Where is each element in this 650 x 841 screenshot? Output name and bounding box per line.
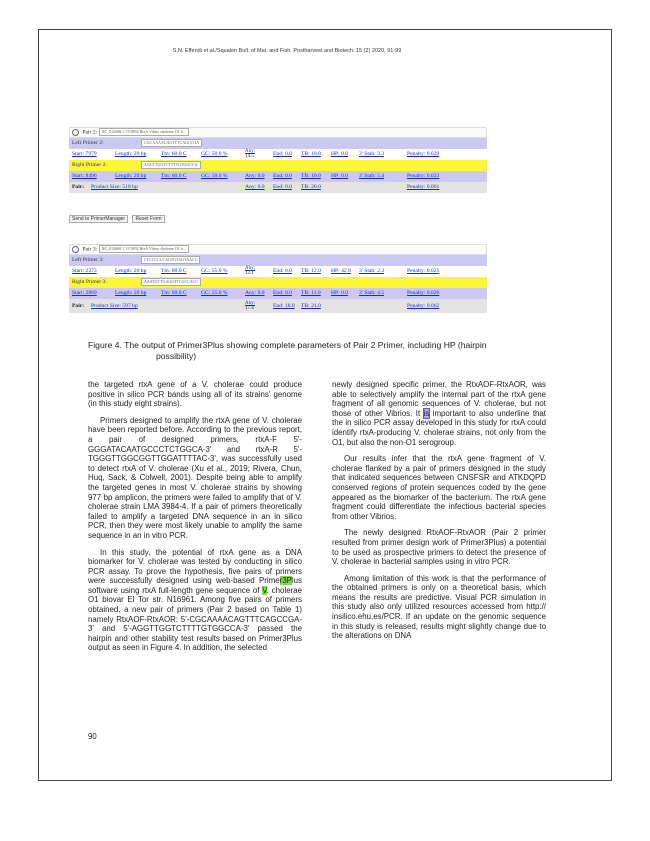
penalty-link[interactable]: Penalty: 0.039 — [407, 151, 440, 157]
tb-link[interactable]: TB: 21.0 — [301, 303, 321, 309]
tm-link[interactable]: Tm: 60.0 C — [161, 173, 187, 179]
gc-link[interactable]: GC: 50.0 % — [201, 173, 228, 179]
radio-icon[interactable] — [72, 246, 79, 253]
tb-link[interactable]: TB: 12.0 — [301, 268, 321, 274]
penalty-link[interactable]: Penalty: 0.026 — [407, 290, 440, 296]
page-number: 90 — [88, 732, 97, 741]
end-link[interactable]: End: 0.0 — [273, 268, 292, 274]
tm-link[interactable]: Tm: 60.0 C — [161, 151, 187, 157]
any-link[interactable]: Any: 0.0 — [245, 173, 265, 179]
gc-link[interactable]: GC: 50.0 % — [201, 151, 228, 157]
right-primer-stats — [69, 288, 487, 299]
pair-3-sequence-name: NC_012668.1 VC0832 RtxA Vibrio cholerae O1 b... — [99, 245, 189, 253]
form-buttons — [69, 215, 168, 223]
paragraph: Primers designed to amplify the rtxA gene of V. cholerae have been reported before. According to the previous report, a pair of designed primers, rtxA-F 5'-GGGATACAATGCCCTCTGGCA-3' and rtxA-R 5'-TGGGTTGGCGGTTGGATTTTAC-3', was successfully used to detect rtxA of V. cholerae (Xu et al., 2019; Rivera, Chun, Huq, Sack, & Colwell, 2001). Despite being able to amplify the targeted genes in most V. cholerae strains by showing 977 bp amplicon, the primers were failed to amplify that of V. cholerae strain LMA 3984-4. If a pair of primers theoretically failed to amplify a targeted DNA sequence in an in silico PCR, then they were most likely unable to amplify the same sequence in an in vitro PCR. — [88, 415, 302, 540]
end-link[interactable]: End: 0.0 — [273, 151, 292, 157]
end-link[interactable]: End: 0.0 — [273, 173, 292, 179]
end-link[interactable]: End: 0.0 — [273, 184, 292, 190]
start-link[interactable]: Start: 2869 — [72, 290, 97, 296]
left-primer-sequence[interactable]: CGCAAAACAGTTTCAGCCGA — [141, 139, 202, 147]
figure-caption — [88, 340, 568, 362]
left-primer-row — [69, 255, 487, 266]
hp-link[interactable]: HP: 0.0 — [331, 290, 349, 296]
left-primer-row — [69, 138, 487, 149]
reset-form-button[interactable]: Reset Form — [132, 215, 164, 223]
hp-link[interactable]: HP: 42.8 — [331, 268, 351, 274]
left-primer-stats — [69, 149, 487, 160]
end-link[interactable]: End: 18.8 — [273, 303, 295, 309]
tb-link[interactable]: TB: 10.0 — [301, 173, 321, 179]
stab-link[interactable]: 3' Stab: 3.3 — [359, 151, 385, 157]
paragraph — [88, 548, 302, 654]
pair-summary-label: Pair: — [72, 184, 85, 190]
text-column-left — [88, 380, 302, 660]
hp-link[interactable]: HP: 0.0 — [331, 173, 349, 179]
end-link[interactable]: End: 0.0 — [273, 290, 292, 296]
length-link[interactable]: Length: 20 bp — [115, 151, 147, 157]
paragraph: the targeted rtxA gene of a V. cholerae could produce positive in silico PCR bands using all of its strains' genome (in this study eight strains). — [88, 380, 302, 409]
right-primer-sequence[interactable]: AGGTTGGTCTTTTGTGGCCA — [141, 161, 201, 169]
stab-link[interactable]: 3' Stab: 4.5 — [359, 290, 385, 296]
text-run: important to also underline that the in silico PCR assay developed in this study for rtxA could identify rtxA-producing V. cholerae strains, not only from the O1, but also the non-O1 serogroup. — [332, 408, 546, 447]
pair-summary-row — [69, 299, 487, 313]
highlight-purple: is — [423, 408, 430, 418]
stab-link[interactable]: 3' Stab: 5.4 — [359, 173, 385, 179]
penalty-link[interactable]: Penalty: 0.062 — [407, 303, 440, 309]
text-run: newly designed specific primer, the RtxAOF-RtxAOR, was able to selectively amplify the internal part of the rtxA gene fragment of all genomic sequences of V. cholerae, but not those of other Vibrios. It — [332, 380, 546, 418]
penalty-link[interactable]: Penalty: 0.023 — [407, 173, 440, 179]
left-primer-label: Left Primer 2: — [72, 140, 104, 146]
right-primer-stats — [69, 171, 487, 182]
length-link[interactable]: Length: 20 bp — [115, 173, 147, 179]
stab-link[interactable]: 3' Stab: 2.3 — [359, 268, 385, 274]
pair-3-block — [69, 244, 487, 313]
right-primer-row — [69, 160, 487, 171]
gc-link[interactable]: GC: 55.0 % — [201, 268, 228, 274]
start-link[interactable]: Start: 8496 — [72, 173, 97, 179]
highlight-green: V — [262, 585, 267, 595]
right-primer-label: Right Primer 2: — [72, 162, 107, 168]
any-link[interactable]: Any: — [245, 300, 255, 306]
any-value: 17.4 — [245, 305, 254, 311]
any-value: 14.5 — [245, 154, 254, 159]
penalty-link[interactable]: Penalty: 0.061 — [407, 184, 440, 190]
pair-label: Pair 3: — [82, 246, 98, 253]
tb-link[interactable]: TB: 10.0 — [301, 151, 321, 157]
any-link[interactable]: Any: 0.0 — [245, 184, 265, 190]
tb-link[interactable]: TB: 20.0 — [301, 184, 321, 190]
right-primer-sequence[interactable]: AAATGTTGAGGTTCGCCACC — [141, 278, 201, 286]
tm-link[interactable]: Tm: 60.0 C — [161, 290, 187, 296]
any-link[interactable]: Any: 0.0 — [245, 290, 265, 296]
text-run: In this study, the potential of rtxA gene as a DNA biomarker for V. cholerae was tested by conducting in silico PCR assay. To prove the hypothesis, five pairs of primers were successfully designed using web-based Prime — [88, 547, 302, 586]
pair-2-sequence-name: NC_012668.1 VC0832 RtxA Vibrio cholerae O1 b... — [99, 128, 189, 136]
tm-link[interactable]: Tm: 60.0 C — [161, 268, 187, 274]
length-link[interactable]: Length: 20 bp — [115, 290, 147, 296]
gc-link[interactable]: GC: 55.0 % — [201, 290, 228, 296]
paragraph: Our results infer that the rtxA gene fragment of V. cholerae flanked by a pair of primers designed in the study that indicated sequences between CNSFSR and ATKDQPD conserved regions of protein sequences coded by the gene appeared as the biomarker of the bacterium. The rtxA gene fragment could differentiate the infectious bacterial species from other Vibrios. — [332, 454, 546, 521]
left-primer-stats — [69, 266, 487, 277]
pair-3-header[interactable] — [69, 244, 487, 255]
text-column-right — [332, 380, 546, 648]
paragraph: Among limitation of this work is that the performance of the obtained primers is only on a theoretical basis, which means the results are predictive. Visual PCR simulation in this study also only utilized resources accessed from http:// insilico.ehu.es/PCR. If an update on the genomic sequence in this study is released, results might slightly change due to the alterations on DNA — [332, 573, 546, 641]
tb-link[interactable]: TB: 11.0 — [301, 290, 321, 296]
radio-icon[interactable] — [72, 129, 79, 136]
pair-summary-label: Pair: — [72, 303, 85, 309]
paragraph — [332, 380, 546, 447]
start-link[interactable]: Start: 7979 — [72, 151, 97, 157]
text-run: lus software using rtxA full-length gene sequence of — [88, 576, 302, 595]
caption-line-2: possibility) — [156, 351, 197, 361]
pair-summary-row — [69, 182, 487, 193]
right-primer-row — [69, 277, 487, 288]
right-primer-label: Right Primer 3: — [72, 279, 107, 285]
text-run: . cholerae O1 biovar El Tor str. N16961. Among five pairs of primers obtained, a new pair of primers (Pair 2 based on Table 1) namely RtxAOF-RtxAOR: 5'-CGCAAAACAGTTTCAGCCGA-3' and 5'-AGGTTGGTCTTTTGTGGCCA-3' passed the hairpin and other stability test results based on Primer3Plus output as seen in Figure 4. In addition, the selected — [88, 585, 302, 653]
any-link[interactable]: Any: — [245, 266, 255, 271]
pair-label: Pair 2: — [82, 129, 98, 136]
highlight-green: r3P — [279, 576, 292, 586]
product-size-link[interactable]: Product Size: 597 bp — [91, 303, 138, 309]
send-to-primermanager-button[interactable]: Send to PrimerManager — [69, 215, 128, 223]
penalty-link[interactable]: Penalty: 0.025 — [407, 268, 440, 274]
pair-2-block — [69, 127, 487, 193]
pair-2-header[interactable] — [69, 127, 487, 138]
start-link[interactable]: Start: 2273 — [72, 268, 97, 274]
running-header: S.N. Effendi et al./Squalen Bull. of Mar. and Fish. Postharvest and Biotech. 15 (2) 2020, 91-99 — [172, 48, 402, 54]
caption-line-1: Figure 4. The output of Primer3Plus showing complete parameters of Pair 2 Primer, including HP (hairpin — [88, 340, 487, 350]
left-primer-label: Left Primer 3: — [72, 257, 104, 263]
any-value: 12.1 — [245, 271, 254, 276]
any-link[interactable]: Any: — [245, 149, 255, 154]
length-link[interactable]: Length: 20 bp — [115, 268, 147, 274]
paragraph: The newly designed RtxAOF-RtxAOR (Pair 2 primer resulted from primer design work of Primer3Plus) a potential to be used as prospective primers to detect the presence of V. cholerae in bacterial samples using in vitro PCR. — [332, 528, 546, 567]
product-size-link[interactable]: Product Size: 518 bp — [91, 184, 138, 190]
left-primer-sequence[interactable]: CTCCCCCCAGTGTAGTAACC — [141, 256, 200, 264]
hp-link[interactable]: HP: 0.0 — [331, 151, 349, 157]
